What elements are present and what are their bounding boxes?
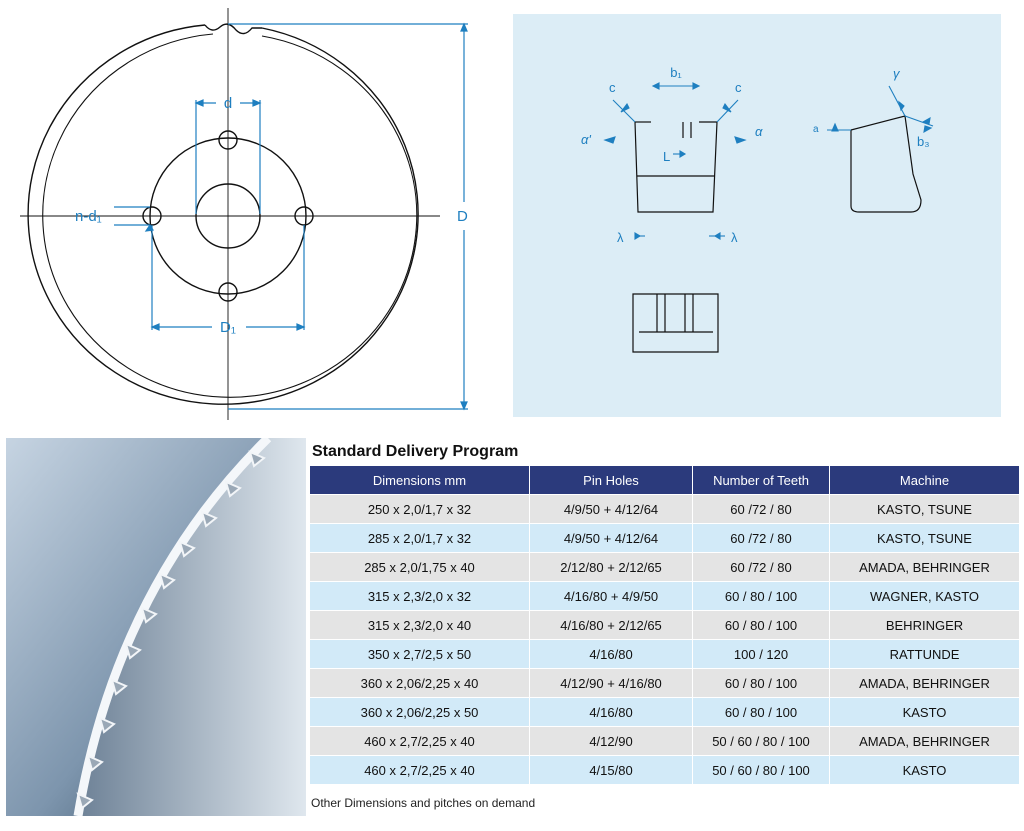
label-D: D	[457, 208, 468, 225]
cell-machine: KASTO	[830, 698, 1020, 727]
cell-pin-holes: 4/12/90	[530, 727, 693, 756]
gamma-line	[889, 86, 905, 116]
label-L: L	[663, 149, 671, 164]
header-pin-holes: Pin Holes	[530, 466, 693, 495]
cell-teeth: 60 /72 / 80	[693, 553, 830, 582]
cell-pin-holes: 4/9/50 + 4/12/64	[530, 524, 693, 553]
tooth-geometry-diagram	[513, 14, 1001, 417]
table-row	[310, 669, 1020, 698]
cell-teeth: 60 / 80 / 100	[693, 582, 830, 611]
cell-dimensions: 460 x 2,7/2,25 x 40	[310, 756, 530, 785]
label-c-left: c	[609, 80, 616, 95]
cell-pin-holes: 4/16/80	[530, 698, 693, 727]
label-a: a	[813, 124, 819, 135]
section-title: Standard Delivery Program	[312, 443, 519, 460]
table-row	[310, 495, 1020, 524]
delivery-program-table	[309, 465, 1020, 785]
label-b1: b₁	[670, 65, 682, 80]
cell-teeth: 100 / 120	[693, 640, 830, 669]
label-lambda-right: λ	[731, 230, 738, 245]
disc-diagram	[0, 0, 500, 420]
c-right-line	[717, 100, 738, 122]
a-arrow	[832, 124, 838, 131]
cell-machine: BEHRINGER	[830, 611, 1020, 640]
disc-tooth-detail	[205, 24, 262, 33]
table-row	[310, 553, 1020, 582]
label-alpha-prime: α'	[581, 132, 591, 147]
cell-teeth: 60 / 80 / 100	[693, 698, 830, 727]
cell-machine: AMADA, BEHRINGER	[830, 553, 1020, 582]
delivery-program-section	[309, 440, 1019, 825]
label-gamma: γ	[893, 66, 900, 81]
cell-pin-holes: 4/16/80 + 4/9/50	[530, 582, 693, 611]
table-row	[310, 640, 1020, 669]
cell-machine: KASTO, TSUNE	[830, 524, 1020, 553]
cell-dimensions: 360 x 2,06/2,25 x 40	[310, 669, 530, 698]
label-b3: b₃	[917, 134, 930, 149]
disc-drawing	[0, 0, 500, 420]
c-arrows	[621, 104, 731, 112]
cell-pin-holes: 4/16/80 + 2/12/65	[530, 611, 693, 640]
cell-teeth: 50 / 60 / 80 / 100	[693, 756, 830, 785]
table-row	[310, 524, 1020, 553]
cell-pin-holes: 4/12/90 + 4/16/80	[530, 669, 693, 698]
label-alpha: α	[755, 124, 763, 139]
tooth-side-profile	[851, 116, 921, 212]
cell-machine: KASTO, TSUNE	[830, 495, 1020, 524]
alpha-arrows	[605, 137, 745, 143]
table-row	[310, 727, 1020, 756]
footnote: Other Dimensions and pitches on demand	[311, 796, 536, 810]
lambda-arrows	[635, 233, 720, 239]
cell-teeth: 60 /72 / 80	[693, 495, 830, 524]
cell-dimensions: 315 x 2,3/2,0 x 32	[310, 582, 530, 611]
cell-machine: RATTUNDE	[830, 640, 1020, 669]
header-machine: Machine	[830, 466, 1020, 495]
cell-dimensions: 285 x 2,0/1,75 x 40	[310, 553, 530, 582]
saw-blade-photo	[6, 438, 306, 816]
L-arrow	[680, 151, 685, 157]
tooth-top-view	[633, 294, 718, 352]
table-row	[310, 698, 1020, 727]
tooth-drawing	[513, 14, 1001, 417]
tooth-front-body	[635, 122, 717, 212]
header-number-of-teeth: Number of Teeth	[693, 466, 830, 495]
cell-dimensions: 350 x 2,7/2,5 x 50	[310, 640, 530, 669]
table-row	[310, 611, 1020, 640]
cell-machine: AMADA, BEHRINGER	[830, 669, 1020, 698]
table-row	[310, 582, 1020, 611]
cell-teeth: 50 / 60 / 80 / 100	[693, 727, 830, 756]
cell-teeth: 60 / 80 / 100	[693, 611, 830, 640]
label-lambda-left: λ	[617, 230, 624, 245]
table-row	[310, 756, 1020, 785]
cell-pin-holes: 2/12/80 + 2/12/65	[530, 553, 693, 582]
gamma-arrow	[899, 102, 904, 110]
cell-dimensions: 460 x 2,7/2,25 x 40	[310, 727, 530, 756]
header-dimensions: Dimensions mm	[310, 466, 530, 495]
cell-dimensions: 250 x 2,0/1,7 x 32	[310, 495, 530, 524]
label-d: d	[223, 95, 233, 112]
cell-dimensions: 315 x 2,3/2,0 x 40	[310, 611, 530, 640]
table-header-row	[310, 466, 1020, 495]
cell-pin-holes: 4/16/80	[530, 640, 693, 669]
label-n-d1: n-d₁	[75, 208, 102, 225]
label-c-right: c	[735, 80, 742, 95]
cell-machine: KASTO	[830, 756, 1020, 785]
cell-dimensions: 285 x 2,0/1,7 x 32	[310, 524, 530, 553]
saw-blade-illustration	[6, 438, 306, 816]
cell-pin-holes: 4/15/80	[530, 756, 693, 785]
cell-teeth: 60 / 80 / 100	[693, 669, 830, 698]
cell-machine: WAGNER, KASTO	[830, 582, 1020, 611]
cell-dimensions: 360 x 2,06/2,25 x 50	[310, 698, 530, 727]
label-D1: D₁	[220, 319, 236, 336]
cell-pin-holes: 4/9/50 + 4/12/64	[530, 495, 693, 524]
cell-machine: AMADA, BEHRINGER	[830, 727, 1020, 756]
cell-teeth: 60 /72 / 80	[693, 524, 830, 553]
